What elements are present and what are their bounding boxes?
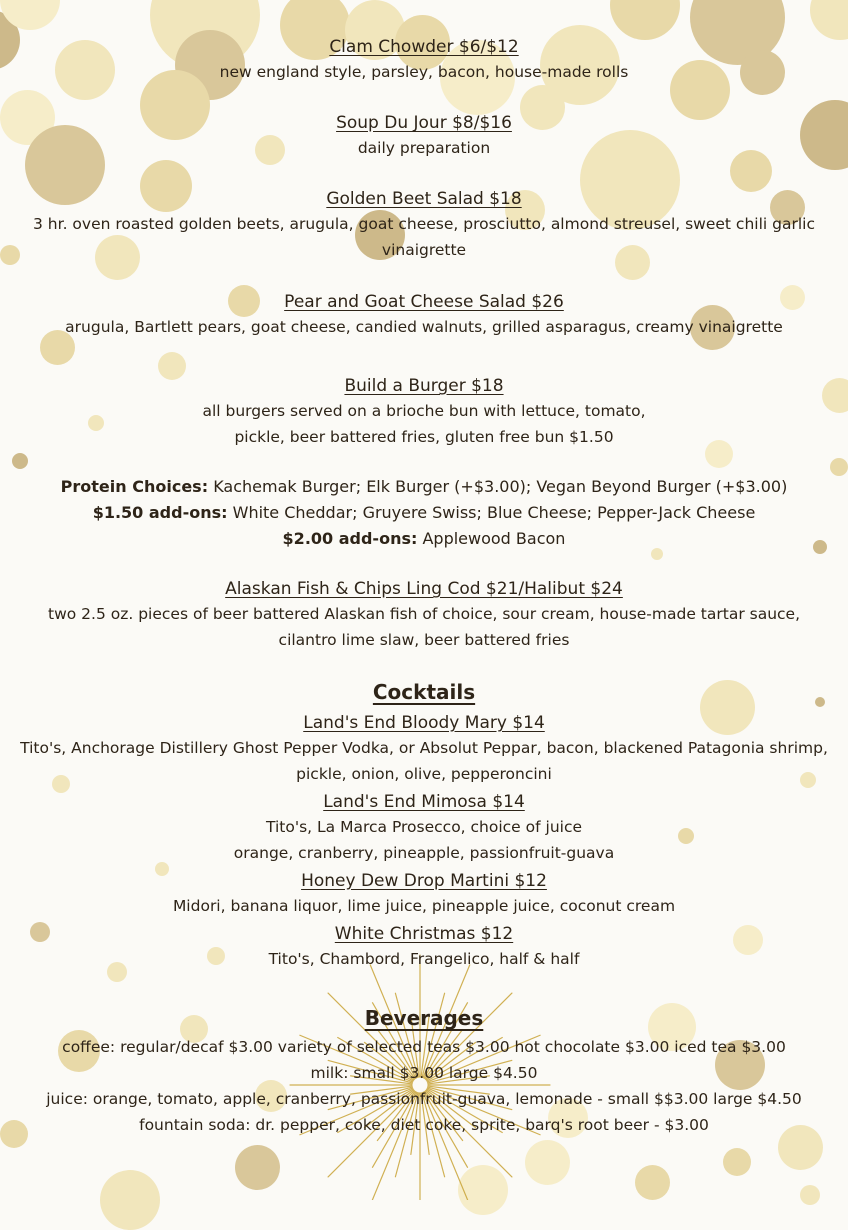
cocktail-mimosa bbox=[0, 790, 848, 866]
beverage-line: juice: orange, tomato, apple, cranberry, passionfruit-guava, lemonade - small $$3.00 large $4.50 bbox=[46, 1090, 802, 1108]
item-description: all burgers served on a brioche bun with lettuce, tomato, bbox=[202, 402, 646, 420]
option-value: White Cheddar; Gruyere Swiss; Blue Cheese; Pepper-Jack Cheese bbox=[232, 503, 756, 522]
item-title: Soup Du Jour $8/$16 bbox=[336, 113, 512, 133]
item-description: pickle, beer battered fries, gluten free bun $1.50 bbox=[234, 428, 614, 446]
protein-choices bbox=[0, 474, 848, 500]
cocktails-heading: Cocktails bbox=[372, 680, 476, 704]
beverage-line: milk: small $3.00 large $4.50 bbox=[310, 1064, 538, 1082]
addons-150 bbox=[0, 500, 848, 526]
menu-item-fish-and-chips bbox=[0, 577, 848, 653]
item-description: arugula, Bartlett pears, goat cheese, candied walnuts, grilled asparagus, creamy vinaigrette bbox=[65, 318, 783, 336]
option-label: $2.00 add-ons: bbox=[282, 529, 418, 548]
beverages-heading: Beverages bbox=[364, 1006, 484, 1030]
item-title: Alaskan Fish & Chips Ling Cod $21/Halibut $24 bbox=[225, 579, 623, 599]
item-description: orange, cranberry, pineapple, passionfruit-guava bbox=[233, 844, 615, 862]
item-description: two 2.5 oz. pieces of beer battered Alaskan fish of choice, sour cream, house-made tartar sauce, bbox=[48, 605, 800, 623]
item-description: new england style, parsley, bacon, house-made rolls bbox=[219, 63, 629, 81]
beverages-list bbox=[0, 1034, 848, 1138]
item-description: vinaigrette bbox=[381, 241, 467, 259]
menu-item-build-a-burger bbox=[0, 374, 848, 450]
menu-item-soup-du-jour bbox=[0, 111, 848, 161]
cocktail-white-christmas bbox=[0, 922, 848, 972]
item-description: daily preparation bbox=[357, 139, 491, 157]
item-title: Land's End Mimosa $14 bbox=[323, 792, 525, 812]
item-description: Tito's, Anchorage Distillery Ghost Pepper Vodka, or Absolut Peppar, bacon, blackened Patagonia shrimp, bbox=[20, 739, 828, 757]
menu-item-pear-goat-cheese-salad bbox=[0, 290, 848, 340]
item-title: Golden Beet Salad $18 bbox=[326, 189, 522, 209]
item-title: Clam Chowder $6/$12 bbox=[329, 37, 519, 57]
option-value: Kachemak Burger; Elk Burger (+$3.00); Vegan Beyond Burger (+$3.00) bbox=[213, 477, 788, 496]
option-value: Applewood Bacon bbox=[422, 529, 566, 548]
item-description: Midori, banana liquor, lime juice, pineapple juice, coconut cream bbox=[172, 897, 676, 915]
option-label: $1.50 add-ons: bbox=[92, 503, 228, 522]
item-description: Tito's, Chambord, Frangelico, half & half bbox=[268, 950, 580, 968]
beverage-line: fountain soda: dr. pepper, coke, diet coke, sprite, barq's root beer - $3.00 bbox=[139, 1116, 709, 1134]
item-title: Land's End Bloody Mary $14 bbox=[303, 713, 545, 733]
item-title: White Christmas $12 bbox=[334, 924, 514, 944]
menu-item-clam-chowder bbox=[0, 35, 848, 85]
item-description: pickle, onion, olive, pepperoncini bbox=[296, 765, 552, 783]
item-description: cilantro lime slaw, beer battered fries bbox=[278, 631, 570, 649]
addons-200 bbox=[0, 526, 848, 552]
item-title: Honey Dew Drop Martini $12 bbox=[301, 871, 547, 891]
item-title: Build a Burger $18 bbox=[344, 376, 504, 396]
item-title: Pear and Goat Cheese Salad $26 bbox=[284, 292, 564, 312]
item-description: 3 hr. oven roasted golden beets, arugula, goat cheese, prosciutto, almond streusel, sweet chili garlic bbox=[33, 215, 815, 233]
item-description: Tito's, La Marca Prosecco, choice of juice bbox=[265, 818, 583, 836]
burger-options bbox=[0, 474, 848, 552]
menu-item-golden-beet-salad bbox=[0, 187, 848, 263]
cocktail-honey-dew-drop bbox=[0, 869, 848, 919]
beverage-line: coffee: regular/decaf $3.00 variety of selected teas $3.00 hot chocolate $3.00 iced tea $3.00 bbox=[62, 1038, 786, 1056]
cocktail-bloody-mary bbox=[0, 711, 848, 787]
option-label: Protein Choices: bbox=[60, 477, 209, 496]
